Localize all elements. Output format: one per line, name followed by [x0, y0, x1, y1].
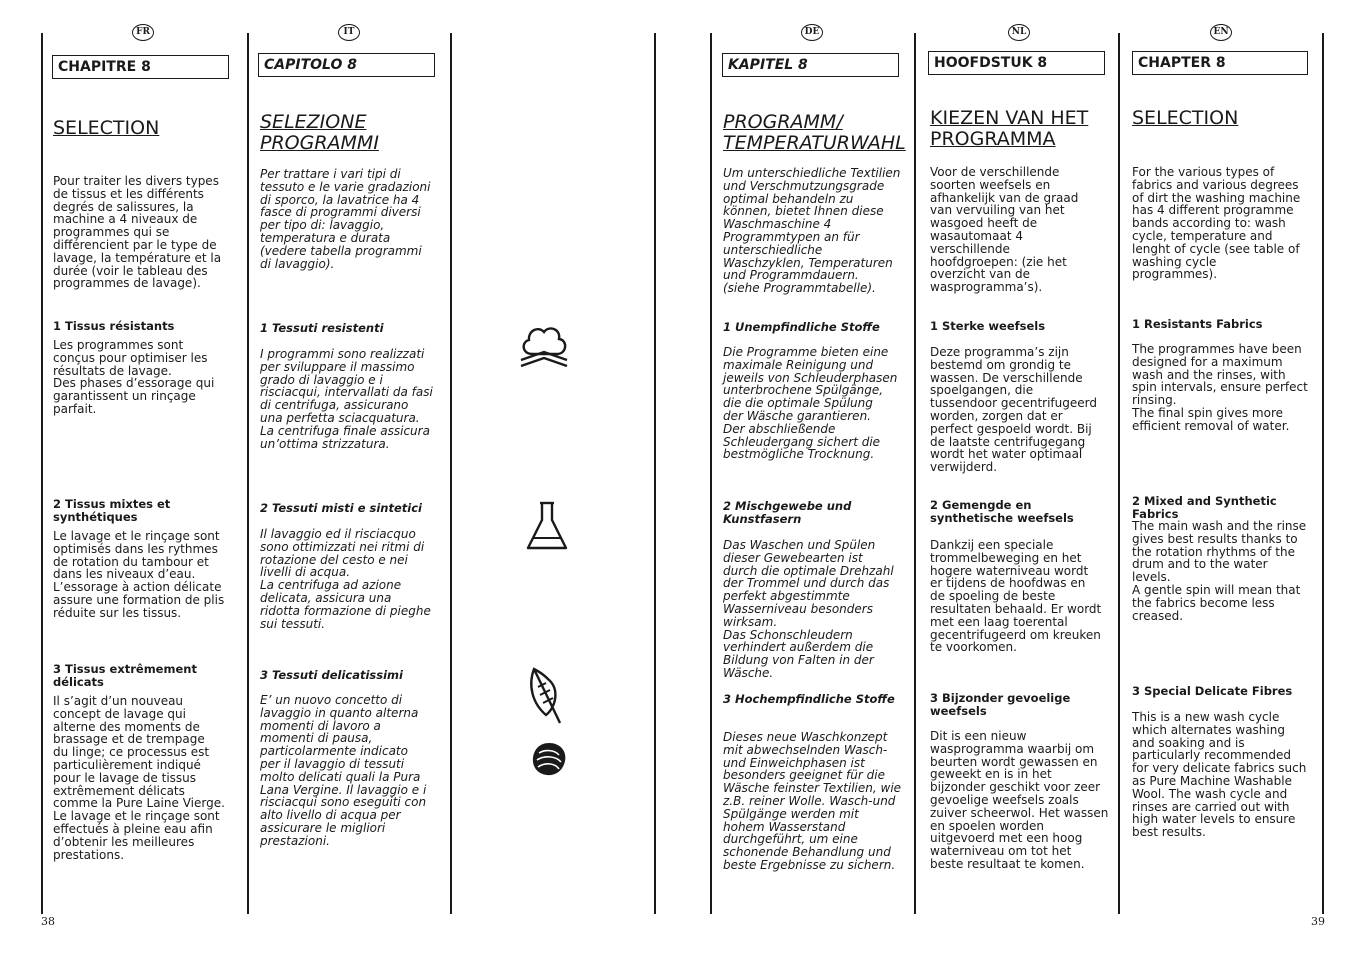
paragraph-2-it: Il lavaggio ed il risciacquo sono ottimizzati nei ritmi di rotazione del cesto e nei livelli di acqua. La centrifuga ad azione delicata, assicura una ridotta formazione di pieghe sui tessuti.	[260, 527, 431, 631]
section-title-de: PROGRAMM/ TEMPERATURWAHL	[723, 111, 906, 154]
column-divider	[450, 33, 452, 914]
heading-3-en: 3 Special Delicate Fibres	[1132, 684, 1293, 698]
paragraph-1-fr: Les programmes sont conçus pour optimiser les résultats de lavage. Des phases d’essorage qui garantissent un rinçage parfait.	[53, 338, 215, 416]
heading-2-en: 2 Mixed and Synthetic Fabrics	[1132, 494, 1277, 521]
page-number-left: 38	[41, 915, 55, 928]
chapter-heading-en: CHAPTER 8	[1132, 51, 1308, 75]
paragraph-2-de: Das Waschen und Spülen dieser Gewebearten ist durch die optimale Drehzahl der Trommel und durch das perfekt abgestimmte Wasserniveau besonders wirksam. Das Schonschleudern verhindert außerdem die Bildung von Falten in der Wäsche.	[723, 538, 894, 680]
paragraph-2-en: The main wash and the rinse gives best results thanks to the rotation rhythms of the drum and to the water levels. A gentle spin will mean that the fabrics become less creased.	[1132, 519, 1307, 623]
heading-3-nl: 3 Bijzonder gevoelige weefsels	[930, 691, 1071, 718]
column-divider	[654, 33, 656, 914]
column-divider	[247, 33, 249, 914]
heading-2-fr: 2 Tissus mixtes et synthétiques	[53, 497, 171, 524]
section-title-nl: KIEZEN VAN HET PROGRAMMA	[930, 107, 1089, 150]
feather-icon	[526, 665, 566, 727]
page-number-right: 39	[1311, 915, 1325, 928]
chapter-heading-it: CAPITOLO 8	[258, 53, 435, 77]
paragraph-2-fr: Le lavage et le rinçage sont optimisés dans les rythmes de rotation du tambour et dans les niveaux d’eau. L’essorage à action délicate assure une formation de plis réduite sur les tissus.	[53, 529, 225, 620]
heading-2-de: 2 Mischgewebe und Kunstfasern	[723, 499, 852, 526]
heading-1-de: 1 Unempfindliche Stoffe	[723, 320, 880, 334]
heading-3-it: 3 Tessuti delicatissimi	[260, 668, 403, 682]
column-divider	[914, 33, 916, 914]
heading-3-fr: 3 Tissus extrêmement délicats	[53, 662, 197, 689]
lang-badge-nl: NL	[1008, 24, 1030, 41]
section-title-it: SELEZIONE PROGRAMMI	[260, 111, 379, 154]
heading-1-fr: 1 Tissus résistants	[53, 319, 175, 333]
intro-text-en: For the various types of fabrics and various degrees of dirt the washing machine has 4 different programme bands according to: wash cycle, temperature and lenght of cycle (see table of washing cycle programmes).	[1132, 165, 1301, 282]
column-divider	[710, 33, 712, 914]
heading-1-nl: 1 Sterke weefsels	[930, 319, 1046, 333]
heading-1-it: 1 Tessuti resistenti	[260, 321, 384, 335]
heading-2-it: 2 Tessuti misti e sintetici	[260, 501, 422, 515]
lang-badge-fr: FR	[132, 24, 154, 41]
heading-2-nl: 2 Gemengde en synthetische weefsels	[930, 498, 1074, 525]
heading-3-de: 3 Hochempfindliche Stoffe	[723, 692, 895, 706]
intro-text-fr: Pour traiter les divers types de tissus et les différents degrés de salissures, la machine a 4 niveaux de programmes qui se différencient par le type de lavage, la température et la durée (voir le tableau des programmes de lavage).	[53, 174, 222, 291]
paragraph-3-en: This is a new wash cycle which alternates washing and soaking and is particularly recommended for very delicate fabrics such as Pure Machine Washable Wool. The wash cycle and rinses are carried out with high water levels to ensure best results.	[1132, 710, 1307, 840]
paragraph-3-nl: Dit is een nieuw wasprogramma waarbij om beurten wordt gewassen en geweekt en is in het bijzonder geschikt voor zeer gevoelige weefsels zoals zuiver scheerwol. Het wassen en spoelen worden uitgevoerd met een hoog waterniveau om tot het beste resultaat te komen.	[930, 729, 1109, 871]
lang-badge-de: DE	[801, 24, 823, 41]
column-divider	[41, 33, 43, 914]
intro-text-de: Um unterschiedliche Textilien und Verschmutzungsgrade optimal behandeln zu können, bietet Ihnen diese Waschmaschine 4 Programmtypen an für unterschiedliche Waschzyklen, Temperaturen und Programmdauern. (siehe Programmtabelle).	[723, 166, 901, 296]
heading-1-en: 1 Resistants Fabrics	[1132, 317, 1263, 331]
lang-badge-it: IT	[338, 24, 360, 41]
column-divider	[1322, 33, 1324, 914]
section-title-fr: SELECTION	[53, 117, 160, 139]
intro-text-nl: Voor de verschillende soorten weefsels en afhankelijk van de graad van vervuiling van het wasgoed heeft de wasautomaat 4 verschillende hoofdgroepen: (zie het overzicht van de wasprogramma’s).	[930, 165, 1079, 295]
chapter-heading-de: KAPITEL 8	[722, 53, 899, 77]
paragraph-3-it: E’ un nuovo concetto di lavaggio in quanto alterna momenti di lavoro a momenti di pausa, particolarmente indicato per il lavaggio di tessuti molto delicati quali la Pura Lana Vergine. Il lavaggio e i risciacqui sono eseguiti con alto livello di acqua per assicurare le migliori prestazioni.	[260, 693, 427, 848]
cotton-icon	[516, 322, 572, 372]
paragraph-2-nl: Dankzij een speciale trommelbeweging en het hogere waterniveau wordt er tijdens de hoofdwas en de spoeling de beste resultaten behaald. Er wordt met een laag toerental gecentrifugeerd om kreuken te voorkomen.	[930, 538, 1102, 655]
flask-icon	[524, 500, 570, 552]
paragraph-3-fr: Il s’agit d’un nouveau concept de lavage qui alterne des moments de brassage et de trempage du linge; ce processus est particulièrement indiqué pour le lavage de tissus extrêmement délicats comme la Pure Laine Vierge. Le lavage et le rinçage sont effectués à pleine eau afin d’obtenir les meilleures prestations.	[53, 694, 225, 862]
chapter-heading-fr: CHAPITRE 8	[52, 55, 229, 79]
lang-badge-en: EN	[1210, 24, 1232, 41]
paragraph-1-en: The programmes have been designed for a maximum wash and the rinses, with spin intervals, ensure perfect rinsing. The final spin gives more efficient removal of water.	[1132, 342, 1308, 433]
column-divider	[1118, 33, 1120, 914]
section-title-en: SELECTION	[1132, 107, 1239, 129]
paragraph-1-it: I programmi sono realizzati per sviluppare il massimo grado di lavaggio e i risciacqui, intervallati da fasi di centrifuga, assicurano una perfetta sciacquatura. La centrifuga finale assicura un’ottima strizzatura.	[260, 347, 433, 451]
paragraph-1-de: Die Programme bieten eine maximale Reinigung und jeweils von Schleuderphasen unterbrochene Spülgänge, die die optimale Spülung der Wäsche garantieren. Der abschließende Schleudergang sichert die bestmögliche Trocknung.	[723, 345, 898, 462]
paragraph-3-de: Dieses neue Waschkonzept mit abwechselnden Wasch- und Einweichphasen ist besonders geeignet für die Wäsche feinster Textilien, wie z.B. reiner Wolle. Wasch-und Spülgänge werden mit hohem Wasserstand durchgeführt, um eine schonende Behandlung und beste Ergebnisse zu sichern.	[723, 730, 902, 872]
paragraph-1-nl: Deze programma’s zijn bestemd om grondig te wassen. De verschillende spoelgangen, die tussendoor gecentrifugeerd worden, zorgen dat er perfect gespoeld wordt. Bij de laatste centrifugegang wordt het water optimaal verwijderd.	[930, 345, 1097, 475]
wool-icon	[529, 739, 569, 779]
intro-text-it: Per trattare i vari tipi di tessuto e le varie gradazioni di sporco, la lavatrice ha 4 fasce di programmi diversi per tipo di: lavaggio, temperatura e durata (vedere tabella programmi di lavaggio).	[260, 167, 431, 271]
chapter-heading-nl: HOOFDSTUK 8	[928, 51, 1105, 75]
